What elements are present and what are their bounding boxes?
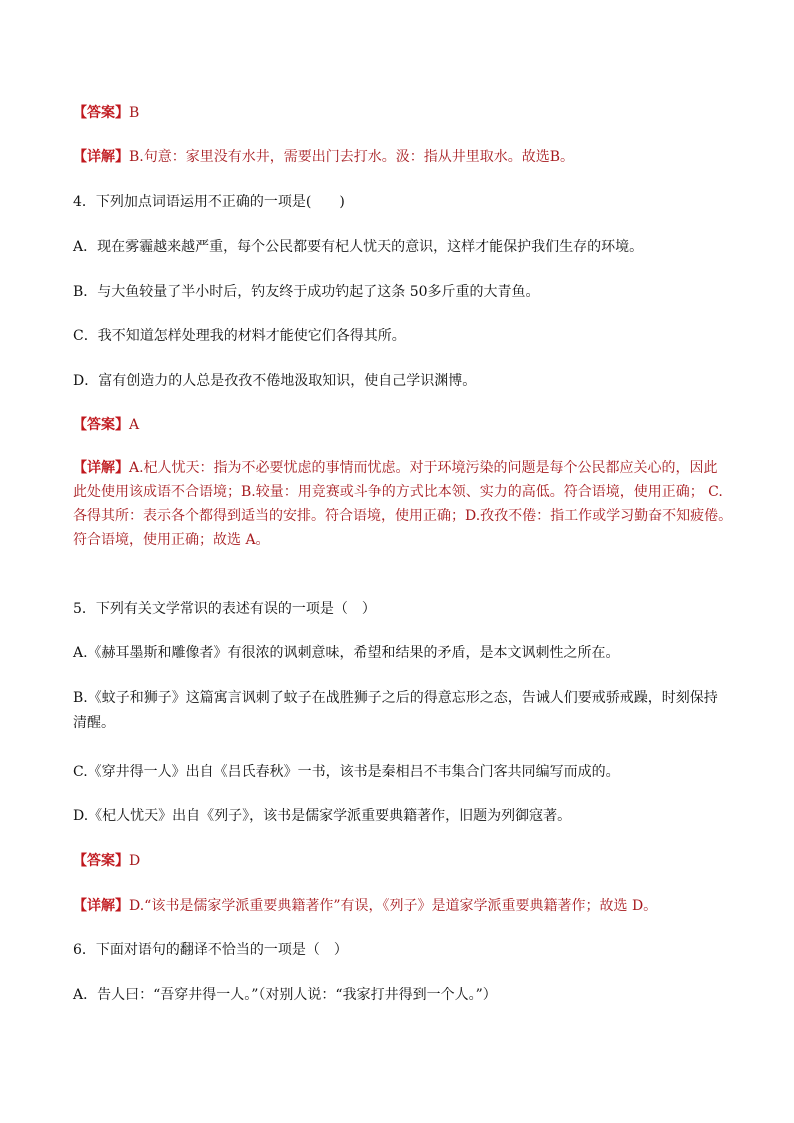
q5-option-a: A.《赫耳墨斯和雕像者》有很浓的讽刺意味，希望和结果的矛盾，是本文讽刺性之所在。 — [73, 645, 620, 661]
detail-text: B.句意：家里没有水井，需要出门去打水。汲：指从井里取水。故选B。 — [129, 149, 575, 165]
q4-stem: 4．下列加点词语运用不正确的一项是( ) — [73, 194, 345, 210]
detail-tag: 【详解】 — [73, 898, 129, 914]
detail-line: 各得其所：表示各个都得到适当的安排。符合语境，使用正确；D.孜孜不倦：指工作或学习勤奋不知疲倦。 — [73, 508, 733, 524]
document-page — [73, 0, 733, 1123]
q5-option-b-cont: 清醒。 — [73, 715, 115, 731]
answer-tag: 【答案】 — [73, 853, 129, 869]
detail-tag: 【详解】 — [73, 460, 129, 476]
q5-option-d: D.《杞人忧天》出自《列子》，该书是儒家学派重要典籍著作，旧题为列御寇著。 — [73, 808, 572, 824]
q3-answer — [73, 104, 139, 122]
q4-option-c: C．我不知道怎样处理我的材料才能使它们各得其所。 — [73, 328, 406, 344]
answer-tag: 【答案】 — [73, 105, 129, 121]
q4-option-a: A．现在雾霾越来越严重，每个公民都要有杞人忧天的意识，这样才能保护我们生存的环境。 — [73, 239, 644, 255]
answer-value: D — [129, 853, 141, 869]
q3-detail — [73, 148, 574, 166]
answer-tag: 【答案】 — [73, 417, 129, 433]
detail-text: D.“该书是儒家学派重要典籍著作”有误，《列子》是道家学派重要典籍著作；故选 D。 — [129, 898, 658, 914]
q5-answer — [73, 852, 140, 870]
q5-option-c: C.《穿井得一人》出自《吕氏春秋》一书，该书是秦相吕不韦集合门客共同编写而成的。 — [73, 764, 620, 780]
q6-option-a: A．告人曰：“吾穿井得一人。”（对别人说：“我家打井得到一个人。”） — [73, 987, 497, 1003]
q5-stem: 5．下列有关文学常识的表述有误的一项是（ ） — [73, 601, 376, 617]
q4-option-b: B．与大鱼较量了半小时后，钓友终于成功钓起了这条 50多斤重的大青鱼。 — [73, 284, 540, 300]
answer-value: B — [129, 105, 140, 121]
q4-option-d: D．富有创造力的人总是孜孜不倦地汲取知识，使自己学识渊博。 — [73, 373, 477, 389]
q4-answer — [73, 416, 139, 434]
answer-value: A — [129, 417, 140, 433]
detail-line: A.杞人忧天：指为不必要忧虑的事情而忧虑。对于环境污染的问题是每个公民都应关心的，因此 — [129, 460, 718, 476]
detail-line: 符合语境，使用正确；故选 A。 — [73, 532, 270, 548]
detail-tag: 【详解】 — [73, 149, 129, 165]
q5-detail — [73, 897, 657, 915]
detail-line: 此处使用该成语不合语境；B.较量：用竞赛或斗争的方式比本领、实力的高低。符合语境，使用正确； C. — [73, 484, 723, 500]
q4-detail — [73, 456, 733, 552]
q6-stem: 6．下面对语句的翻译不恰当的一项是（ ） — [73, 942, 348, 958]
q5-option-b: B.《蚊子和狮子》这篇寓言讽刺了蚊子在战胜狮子之后的得意忘形之态，告诫人们要戒骄戒躁，时刻保持 — [73, 690, 718, 706]
